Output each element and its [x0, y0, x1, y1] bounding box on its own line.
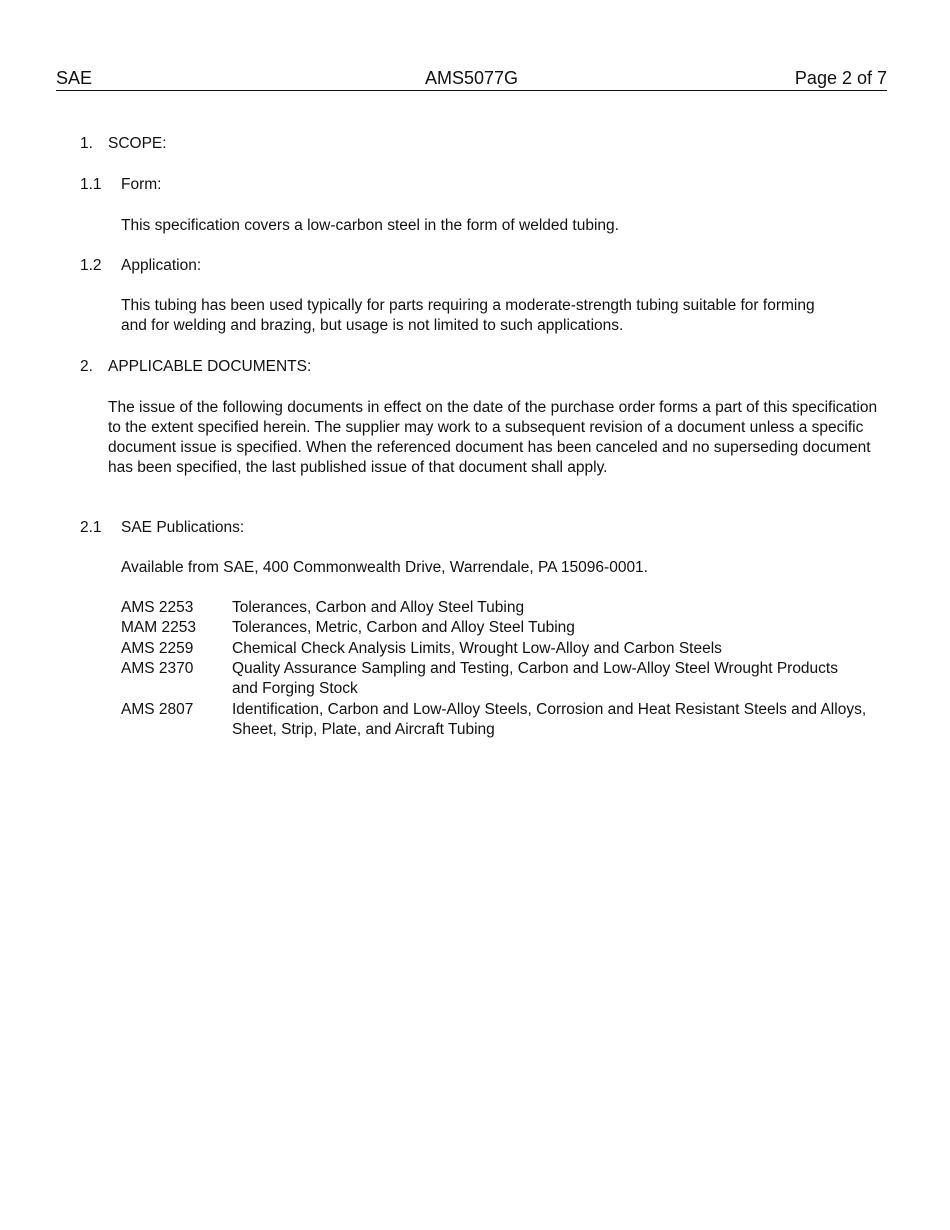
reference-title: Quality Assurance Sampling and Testing, Carbon and Low-Alloy Steel Wrought Products and Forging Stock	[232, 660, 838, 697]
reference-code: AMS 2253	[121, 599, 194, 616]
section-1-2-text: This tubing has been used typically for parts requiring a moderate-strength tubing suitable for forming and for welding and brazing, but usage is not limited to such applications.	[121, 297, 815, 334]
reference-title: Chemical Check Analysis Limits, Wrought Low-Alloy and Carbon Steels	[232, 640, 722, 657]
section-2-1-number: 2.1	[80, 519, 102, 536]
header-doc-id: AMS5077G	[424, 68, 519, 88]
reference-title: Tolerances, Carbon and Alloy Steel Tubing	[232, 599, 525, 616]
reference-code: AMS 2807	[121, 701, 194, 718]
section-1-1-title: Form:	[121, 176, 162, 193]
section-1-title: SCOPE:	[108, 135, 167, 152]
section-1-2-title: Application:	[121, 257, 202, 274]
section-1-number: 1.	[80, 135, 93, 152]
reference-code: AMS 2370	[121, 660, 194, 677]
header-org: SAE	[56, 68, 93, 88]
section-1-2-number: 1.2	[80, 257, 102, 274]
section-2-text: The issue of the following documents in effect on the date of the purchase order forms a part of this specification to the extent specified herein. The supplier may work to a subsequent revision of a document unless a specific document issue is specified. When the referenced document has been canceled and no superseding document has been specified, the last published issue of that document shall apply.	[108, 399, 878, 476]
reference-code: MAM 2253	[121, 619, 196, 636]
reference-title: Identification, Carbon and Low-Alloy Steels, Corrosion and Heat Resistant Steels and Alloys, Sheet, Strip, Plate, and Aircraft Tubing	[232, 701, 867, 738]
section-2-1-text: Available from SAE, 400 Commonwealth Drive, Warrendale, PA 15096-0001.	[121, 559, 648, 576]
section-2-number: 2.	[80, 358, 93, 375]
section-2-title: APPLICABLE DOCUMENTS:	[108, 358, 312, 375]
header-page-number: Page 2 of 7	[794, 68, 887, 88]
section-2-1-title: SAE Publications:	[121, 519, 245, 536]
reference-code: AMS 2259	[121, 640, 194, 657]
reference-title: Tolerances, Metric, Carbon and Alloy Steel Tubing	[232, 619, 575, 636]
page-header	[56, 68, 887, 91]
section-1-1-number: 1.1	[80, 176, 102, 193]
section-1-1-text: This specification covers a low-carbon steel in the form of welded tubing.	[121, 217, 619, 234]
